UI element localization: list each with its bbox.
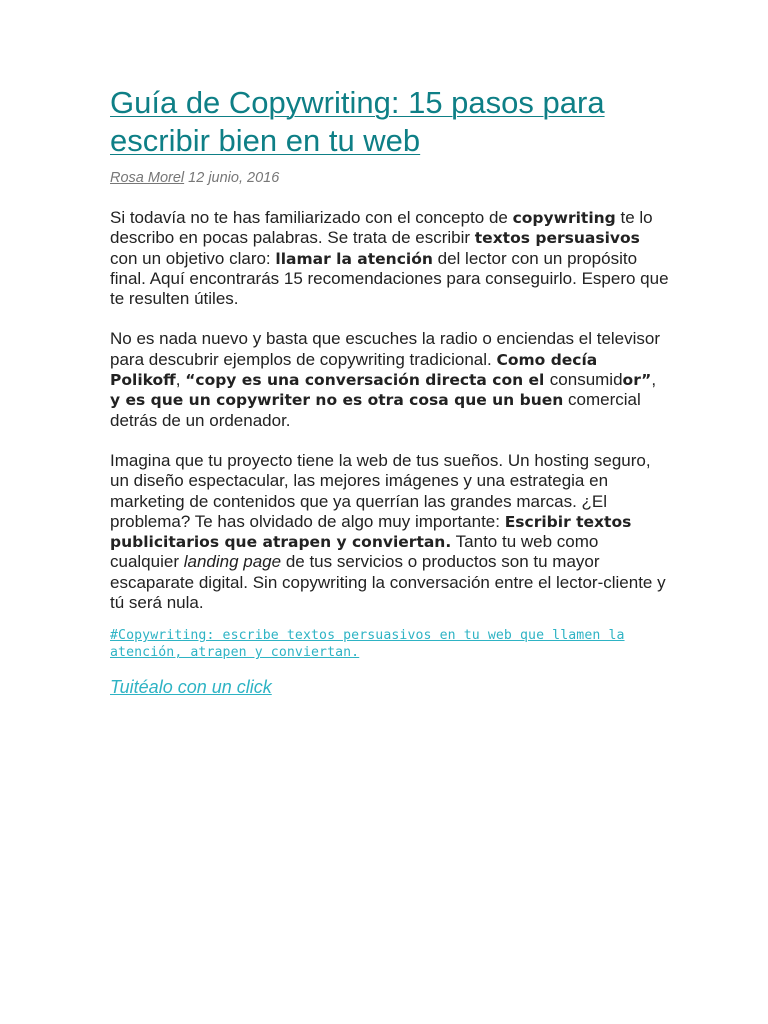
article-title-link[interactable]: Guía de Copywriting: 15 pasos para escribir bien en tu web xyxy=(110,85,605,158)
text-run: del lector con un propósito final. Aquí encontrarás 15 recomendaciones para conseguirlo. Espero que te resulten útiles. xyxy=(110,248,669,309)
paragraph-polikoff xyxy=(110,329,670,430)
click-to-tweet-quote[interactable]: #Copywriting: escribe textos persuasivos en tu web que llamen la atención, atrapen y conviertan. xyxy=(110,628,625,661)
click-to-tweet-link[interactable]: Tuitéalo con un click xyxy=(110,677,272,698)
text-run: Si todavía no te has familiarizado con el concepto de xyxy=(110,208,513,227)
bold-run: “copy es una conversación directa con el xyxy=(185,371,550,390)
paragraph-intro xyxy=(110,208,670,309)
text-run: , xyxy=(175,370,186,390)
text-run: comercial detrás de un ordenador. xyxy=(110,390,641,430)
paragraph-imagine xyxy=(110,451,670,613)
article xyxy=(110,84,670,698)
text-run: de tus servicios o productos son tu mayor escaparate digital. Sin copywriting la conversación entre el lector-cliente y tú será nula. xyxy=(110,552,666,613)
bold-run: copywriting xyxy=(512,209,616,227)
italic-run: landing page xyxy=(183,552,282,572)
text-run: consumid xyxy=(549,370,623,390)
post-date: 12 junio, 2016 xyxy=(188,170,280,186)
text-run: con un objetivo claro: xyxy=(110,248,276,268)
bold-run: textos persuasivos xyxy=(474,229,640,248)
bold-run: y es que un copywriter no es otra cosa que un buen xyxy=(110,391,564,410)
bold-run: Escribir textos publicitarios que atrapen y conviertan. xyxy=(110,512,632,552)
text-run: , xyxy=(651,370,657,390)
text-run: No es nada nuevo y basta que escuches la radio o enciendas el televisor para descubrir ejemplos de copywriting tradicional. xyxy=(110,329,661,369)
text-run: Tanto tu web como cualquier xyxy=(110,532,599,572)
bold-run: llamar la atención xyxy=(275,249,433,268)
author-link[interactable]: Rosa Morel xyxy=(110,170,185,186)
text-run: te lo describo en pocas palabras. Se trata de escribir xyxy=(110,208,653,248)
text-run: Imagina que tu proyecto tiene la web de tus sueños. Un hosting seguro, un diseño espectacular, las mejores imágenes y una estrategia en marketing de contenidos que ya querrían las grandes marcas. ¿El problema? Te has olvidado de algo muy importante: xyxy=(110,450,651,531)
bold-run: Como decía Polikoff xyxy=(110,350,598,390)
byline xyxy=(110,170,670,186)
bold-run: or” xyxy=(622,371,652,390)
